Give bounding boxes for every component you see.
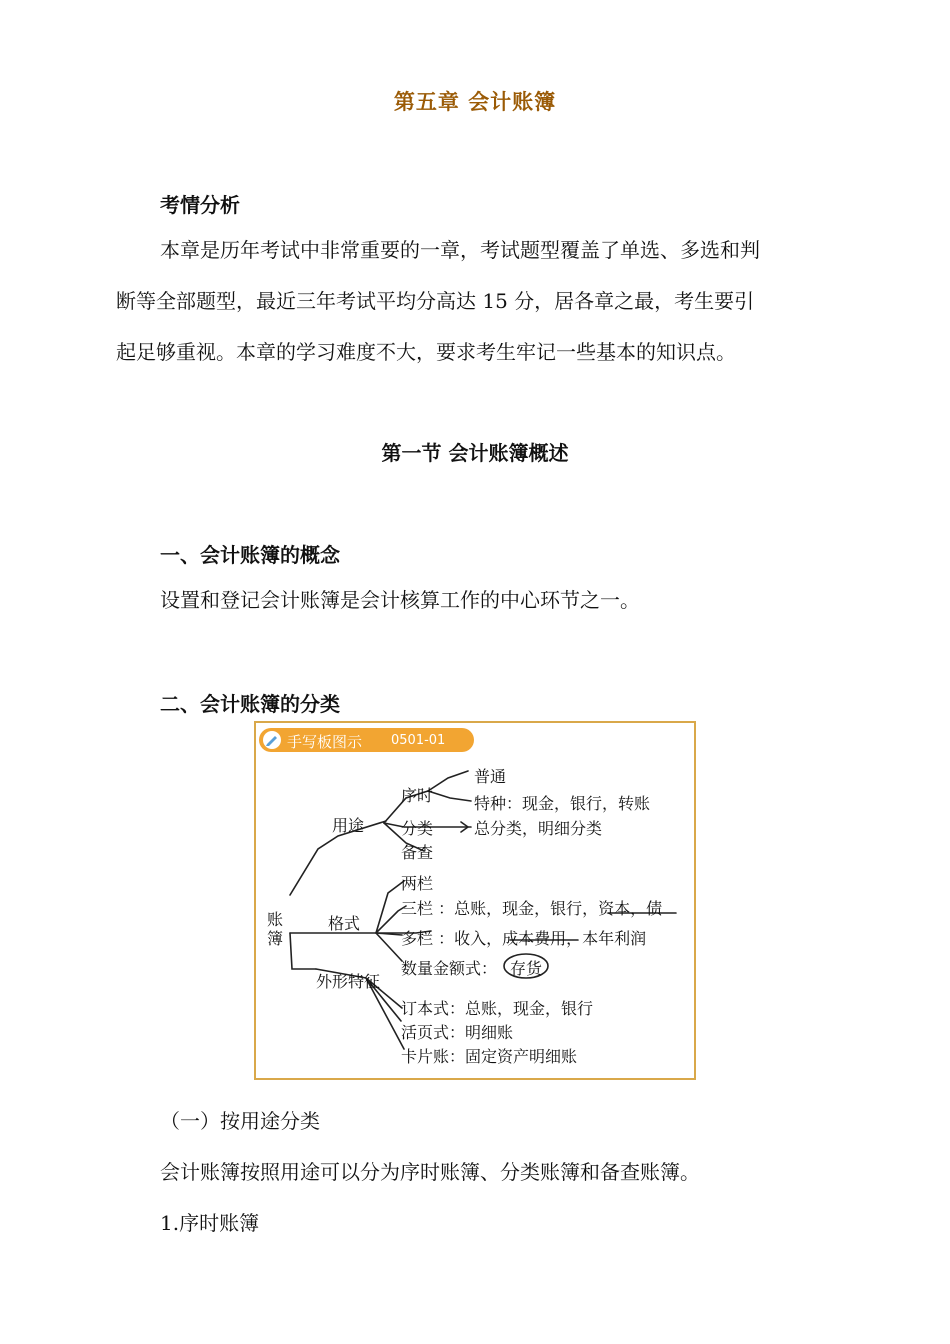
format-multi-column: 多栏 ：收入，成本费用，本年利润: [401, 929, 647, 948]
classification-diagram: [254, 721, 696, 1080]
branch-format: 格式: [328, 914, 361, 933]
appearance-bound: 订本式：总账，现金，银行: [401, 999, 594, 1018]
exam-analysis-heading: 考情分析: [160, 193, 240, 217]
purpose-sequential: 序时: [401, 786, 434, 805]
appearance-loose-leaf: 活页式：明细账: [401, 1023, 514, 1042]
figure-tag-label: 手写板图示: [287, 733, 363, 751]
root-label: 账簿: [267, 910, 284, 948]
section-title: 第一节 会计账簿概述: [381, 441, 569, 465]
exam-analysis-line-1: 本章是历年考试中非常重要的一章，考试题型覆盖了单选、多选和判: [160, 238, 760, 262]
chapter-title: 第五章 会计账簿: [393, 90, 557, 114]
purpose-classified: 分类: [401, 819, 434, 838]
format-two-column: 两栏: [401, 874, 434, 893]
classification-heading: 二、会计账簿的分类: [160, 692, 340, 716]
appearance-card: 卡片账：固定资产明细账: [401, 1047, 578, 1066]
format-quantity-amount: 数量金额式：: [401, 959, 498, 978]
figure-tag-code: 0501-01: [391, 733, 446, 748]
branch-purpose: 用途: [332, 816, 365, 835]
format-three-column: 三栏 ：总账，现金，银行，资本，债: [401, 899, 663, 918]
exam-analysis-line-3: 起足够重视。本章的学习难度不大，要求考生牢记一些基本的知识点。: [116, 340, 736, 364]
branch-appearance: 外形特征: [316, 972, 381, 991]
sequential-ledger-item: 1.序时账簿: [160, 1211, 260, 1235]
purpose-special: 特种：现金，银行，转账: [474, 794, 651, 813]
concept-heading: 一、会计账簿的概念: [160, 543, 340, 567]
exam-analysis-line-2: 断等全部题型，最近三年考试平均分高达 15 分，居各章之最，考生要引: [116, 289, 755, 313]
purpose-memo: 备查: [401, 843, 434, 862]
format-inventory: 存货: [510, 959, 543, 978]
by-purpose-text: 会计账簿按照用途可以分为序时账簿、分类账簿和备查账簿。: [160, 1160, 700, 1184]
by-purpose-heading: （一）按用途分类: [160, 1109, 320, 1133]
concept-text: 设置和登记会计账簿是会计核算工作的中心环节之一。: [160, 588, 640, 612]
purpose-ordinary: 普通: [474, 767, 507, 786]
purpose-classified-detail: 总分类，明细分类: [474, 819, 603, 838]
